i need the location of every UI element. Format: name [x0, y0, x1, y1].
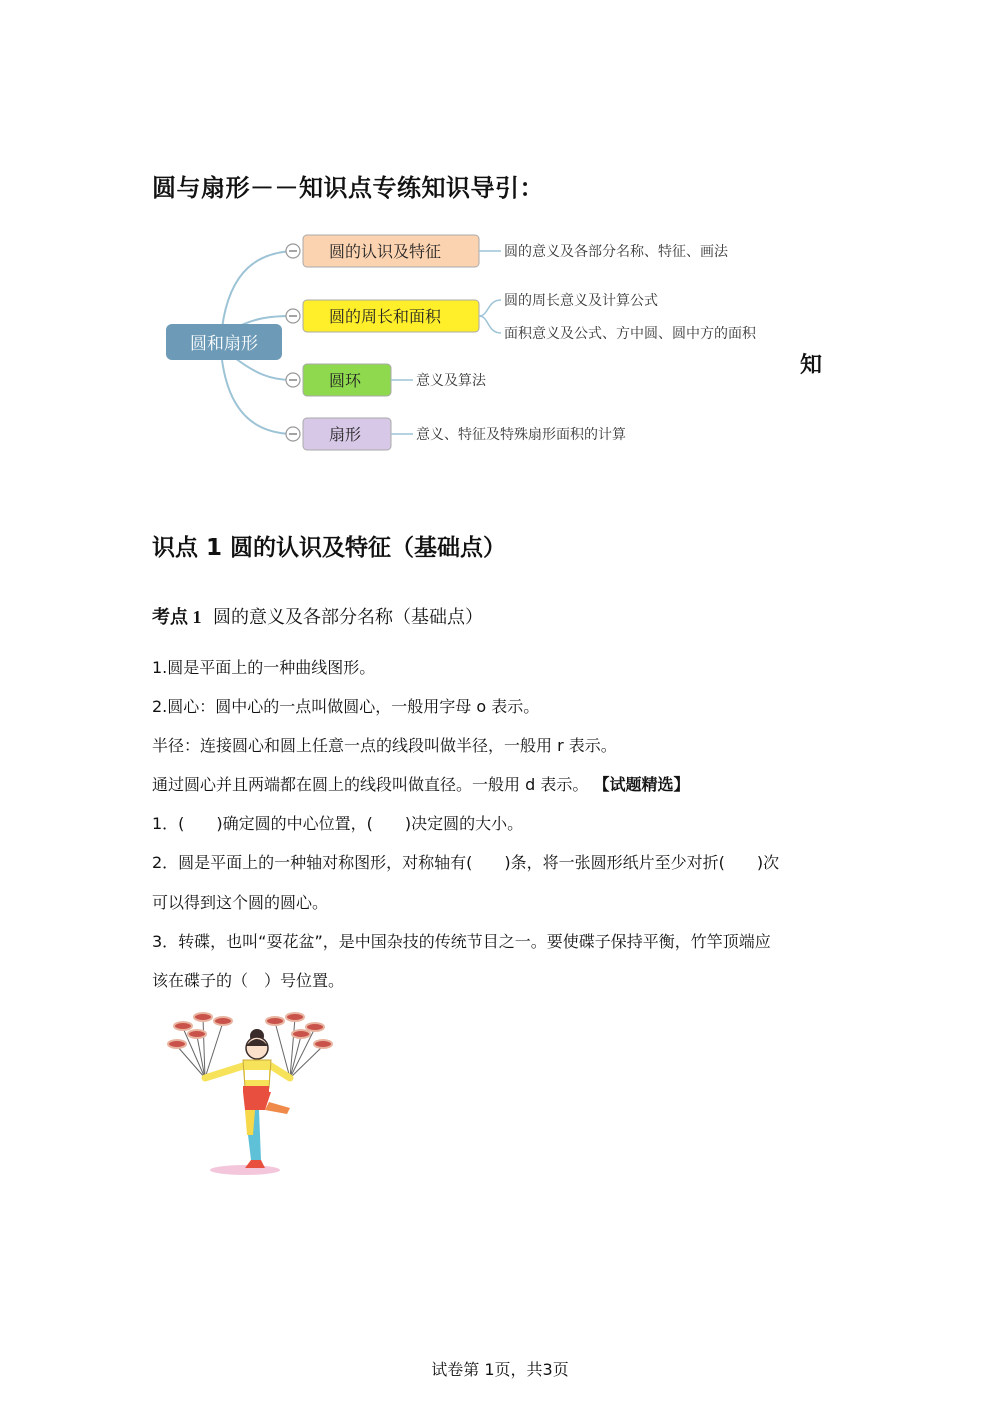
text-line-4-content: 通过圆心并且两端都在圆上的线段叫做直径。一般用 d 表示。 — [152, 775, 589, 794]
text-line-2: 2.圆心：圆中心的一点叫做圆心，一般用字母 o 表示。 — [152, 697, 540, 716]
plate-spinner-illustration — [165, 1010, 340, 1180]
document-title: 圆与扇形－－知识点专练知识导引： — [152, 174, 544, 202]
mindmap-root-label: 圆和扇形 — [190, 334, 258, 354]
stray-character: 知 — [800, 353, 823, 378]
text-line-3: 半径：连接圆心和圆上任意一点的线段叫做半径，一般用 r 表示。 — [152, 736, 617, 755]
mindmap-note: 圆的周长意义及计算公式 — [504, 293, 658, 309]
mindmap-branch-label: 圆的周长和面积 — [329, 307, 442, 326]
question-1: 1．( )确定圆的中心位置，( )决定圆的大小。 — [152, 814, 524, 833]
mindmap-note: 意义及算法 — [416, 373, 486, 389]
question-2-cont: 可以得到这个圆的圆心。 — [152, 893, 329, 912]
mind-map — [160, 228, 800, 468]
mindmap-note: 面积意义及公式、方中圆、圆中方的面积 — [504, 326, 756, 342]
section-heading: 识点 1 圆的认识及特征（基础点） — [152, 535, 507, 561]
kaodian-label: 考点 1 — [152, 607, 202, 627]
page-footer: 试卷第 1页，共3页 — [431, 1360, 569, 1379]
mindmap-note: 意义、特征及特殊扇形面积的计算 — [416, 427, 626, 443]
exercise-tag: 【试题精选】 — [593, 775, 690, 794]
mindmap-branch-label: 圆的认识及特征 — [329, 242, 442, 261]
mindmap-note: 圆的意义及各部分名称、特征、画法 — [504, 244, 728, 260]
text-line-4 — [152, 775, 689, 795]
kaodian-text: 圆的意义及各部分名称（基础点） — [212, 607, 483, 628]
question-3: 3．转碟，也叫“耍花盆”，是中国杂技的传统节目之一。要使碟子保持平衡，竹竿顶端应 — [152, 932, 771, 951]
mindmap-branch-label: 圆环 — [329, 371, 362, 390]
question-2: 2．圆是平面上的一种轴对称图形，对称轴有( )条，将一张圆形纸片至少对折( )次 — [152, 853, 780, 872]
kaodian-heading — [152, 603, 483, 629]
question-3-cont: 该在碟子的（ ）号位置。 — [152, 971, 345, 990]
text-line-1: 1.圆是平面上的一种曲线图形。 — [152, 658, 376, 677]
mindmap-branch-label: 扇形 — [329, 425, 362, 444]
connector — [479, 300, 501, 333]
